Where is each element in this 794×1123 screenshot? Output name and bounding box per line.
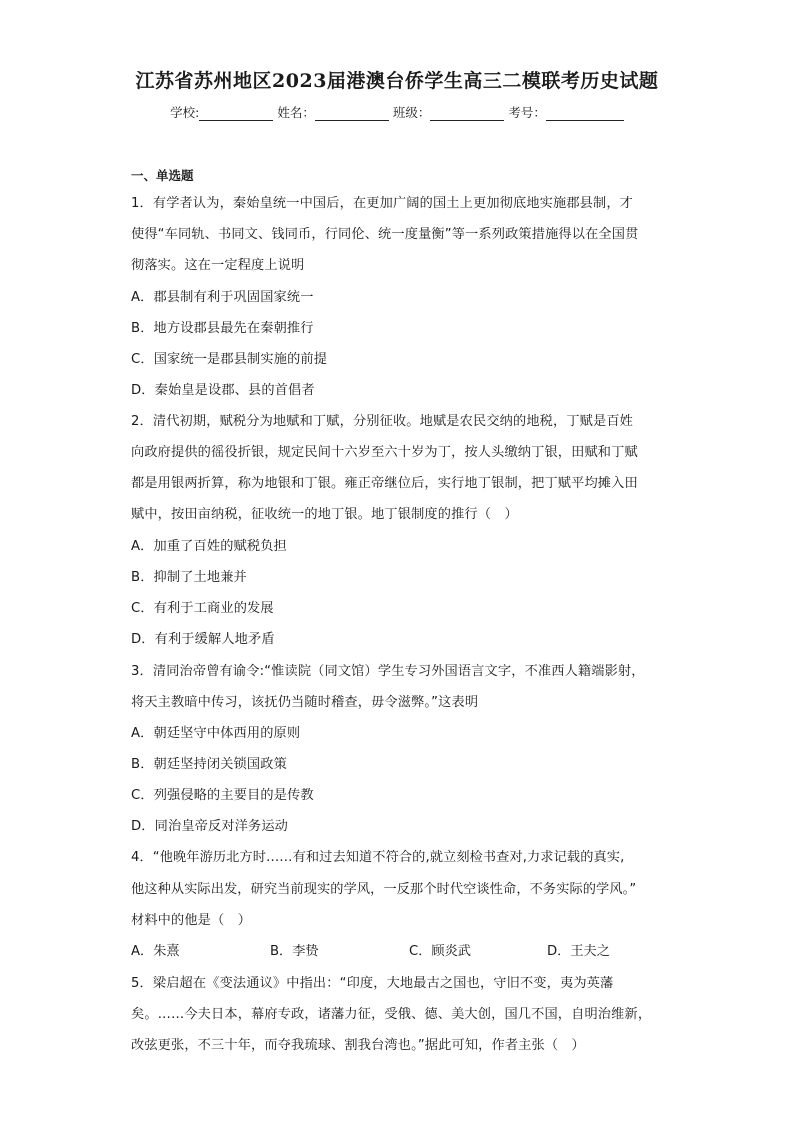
q4-line: 他这种从实际出发，研究当前现实的学风，一反那个时代空谈性命，不务实际的学风。”: [131, 882, 637, 897]
q3-option-d[interactable]: D．同治皇帝反对洋务运动: [131, 819, 289, 834]
q1-line: 1．有学者认为，秦始皇统一中国后，在更加广阔的国土上更加彻底地实施郡县制，才: [131, 196, 634, 211]
q3-line: 将天主教暗中传习，该抚仍当随时稽查，毋令滋弊。”这表明: [131, 695, 479, 710]
name-label: 姓名：: [277, 105, 315, 120]
q4-line: 材料中的他是（ ）: [131, 913, 252, 928]
q1-line: 使得“车同轨、书同文、钱同币，行同伦、统一度量衡”等一系列政策措施得以在全国贯: [131, 227, 639, 242]
q5-line: 矣。……今夫日本，幕府专政，诸藩力征，受俄、德、美大创，国几不国，自明治维新，: [131, 1007, 652, 1022]
name-blank[interactable]: [315, 106, 389, 121]
q4-option-b[interactable]: B．李贽: [270, 944, 319, 959]
school-blank[interactable]: [199, 106, 273, 121]
exam-no-blank[interactable]: [546, 106, 624, 121]
q2-option-d[interactable]: D．有利于缓解人地矛盾: [131, 632, 275, 647]
q1-option-b[interactable]: B．地方设郡县最先在秦朝推行: [131, 321, 314, 336]
q2-line: 都是用银两折算，称为地银和丁银。雍正帝继位后，实行地丁银制，把丁赋平均摊入田: [131, 476, 638, 491]
q1-option-c[interactable]: C．国家统一是郡县制实施的前提: [131, 352, 328, 367]
school-label: 学校:: [170, 105, 200, 120]
class-blank[interactable]: [430, 106, 504, 121]
q2-line: 向政府提供的徭役折银，规定民间十六岁至六十岁为丁，按人头缴纳丁银，田赋和丁赋: [131, 445, 638, 460]
q1-option-a[interactable]: A．郡县制有利于巩固国家统一: [131, 290, 314, 305]
q2-option-b[interactable]: B．抑制了土地兼并: [131, 570, 247, 585]
q2-line: 2．清代初期，赋税分为地赋和丁赋，分别征收。地赋是农民交纳的地税，丁赋是百姓: [131, 414, 634, 429]
q4-option-c[interactable]: C．顾炎武: [409, 944, 471, 959]
q3-option-c[interactable]: C．列强侵略的主要目的是传教: [131, 788, 314, 803]
student-info-line: [0, 103, 794, 121]
section-heading: 一、单选题: [131, 168, 194, 183]
q2-line: 赋中，按田亩纳税，征收统一的地丁银。地丁银制度的推行（ ）: [131, 507, 518, 522]
q3-option-b[interactable]: B．朝廷坚持闭关锁国政策: [131, 757, 287, 772]
q4-option-a[interactable]: A．朱熹: [131, 944, 180, 959]
page-title: 江苏省苏州地区2023届港澳台侨学生高三二模联考历史试题: [135, 70, 659, 92]
q1-option-d[interactable]: D．秦始皇是设郡、县的首倡者: [131, 383, 315, 398]
exam-no-label: 考号：: [508, 105, 546, 120]
q5-line: 5．梁启超在《变法通议》中指出：“印度，大地最古之国也，守旧不变，夷为英藩: [131, 976, 614, 991]
q4-line: 4．“他晚年游历北方时……有和过去知道不符合的,就立刻检书查对,力求记载的真实,: [131, 850, 625, 865]
class-label: 班级：: [392, 105, 431, 120]
q2-option-a[interactable]: A．加重了百姓的赋税负担: [131, 539, 287, 554]
q1-line: 彻落实。这在一定程度上说明: [131, 258, 305, 273]
q2-option-c[interactable]: C．有利于工商业的发展: [131, 601, 274, 616]
q4-option-d[interactable]: D．王夫之: [547, 944, 610, 959]
q3-option-a[interactable]: A．朝廷坚守中体西用的原则: [131, 726, 301, 741]
q3-line: 3．清同治帝曾有谕令:“惟读院（同文馆）学生专习外国语言文字，不准西人籍端影射，: [131, 664, 645, 679]
q5-line: 改弦更张，不三十年，而夺我琉球、割我台湾也。”据此可知，作者主张（ ）: [131, 1038, 585, 1053]
